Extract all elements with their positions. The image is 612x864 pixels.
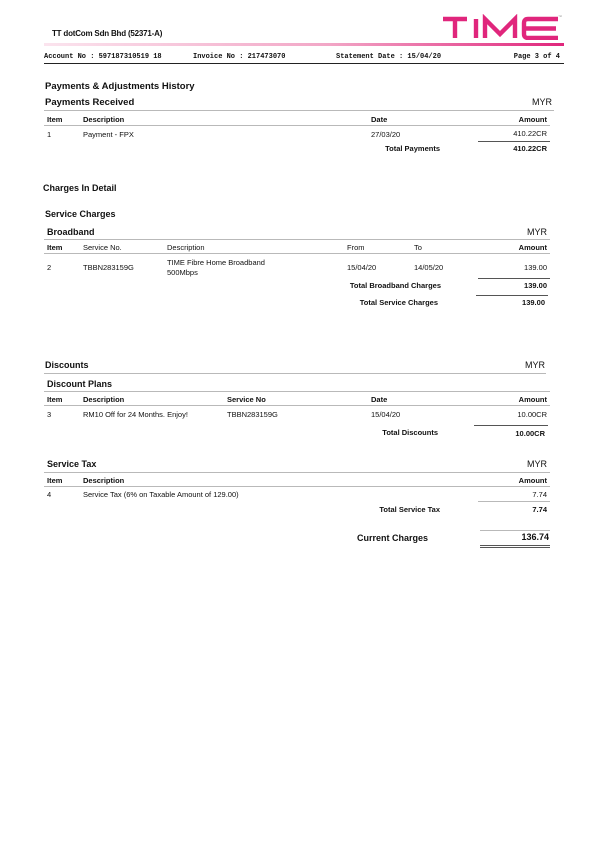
payments-header-amount: Amount [518, 115, 547, 124]
discounts-divider [44, 373, 546, 374]
payment-row-date: 27/03/20 [371, 130, 401, 139]
payments-header-rule [44, 125, 550, 126]
broadband-row-amount: 139.00 [524, 263, 547, 272]
company-name: TT dotCom Sdn Bhd (52371-A) [52, 29, 163, 38]
current-charges-rule-2 [480, 547, 550, 548]
broadband-total-rule [478, 278, 550, 279]
tax-header-item: Item [47, 476, 63, 485]
tax-header-description: Description [83, 476, 125, 485]
charges-detail-title: Charges In Detail [43, 183, 117, 193]
discounts-total-rule [474, 425, 548, 426]
total-discounts-label: Total Discounts [382, 428, 438, 437]
discount-row-service-no: TBBN283159G [227, 410, 278, 419]
tax-row-item: 4 [47, 490, 52, 499]
tax-total-rule [478, 501, 550, 502]
tax-header-rule [44, 486, 550, 487]
discounts-header-item: Item [47, 395, 63, 404]
payments-divider [44, 110, 554, 111]
total-payments-value: 410.22CR [513, 144, 547, 153]
broadband-row-item: 2 [47, 263, 52, 272]
payments-header-item: Item [47, 115, 63, 124]
payments-section-title: Payments & Adjustments History [45, 81, 195, 92]
broadband-row-service-no: TBBN283159G [83, 263, 134, 272]
tax-row-description: Service Tax (6% on Taxable Amount of 129.00) [83, 490, 239, 499]
brand-line [44, 43, 564, 46]
discounts-header-service-no: Service No [227, 395, 266, 404]
header-rule [44, 63, 564, 64]
broadband-row-description-line2: 500Mbps [167, 268, 198, 277]
page-number: Page 3 of 4 [513, 53, 560, 61]
current-charges-top-rule [480, 530, 550, 531]
broadband-divider [44, 239, 550, 240]
service-charges-title: Service Charges [45, 209, 116, 219]
broadband-header-from: From [347, 243, 365, 252]
statement-date: Statement Date : 15/04/20 [336, 53, 442, 61]
broadband-header-rule [44, 253, 550, 254]
account-number: Account No : 597187310519 18 [44, 53, 162, 61]
discount-row-item: 3 [47, 410, 52, 419]
service-total-rule [476, 295, 548, 296]
current-charges-value: 136.74 [521, 532, 549, 542]
tax-header-amount: Amount [518, 476, 547, 485]
invoice-number: Invoice No : 217473070 [193, 53, 286, 61]
discount-row-date: 15/04/20 [371, 410, 401, 419]
discounts-header-description: Description [83, 395, 125, 404]
discounts-header-amount: Amount [518, 395, 547, 404]
total-service-label: Total Service Charges [359, 298, 438, 307]
tax-row-amount: 7.74 [532, 490, 547, 499]
discounts-header-rule [44, 405, 550, 406]
payments-header-description: Description [83, 115, 125, 124]
service-tax-currency: MYR [527, 459, 547, 469]
discount-row-description: RM10 Off for 24 Months. Enjoy! [83, 410, 188, 419]
payment-row-item: 1 [47, 130, 52, 139]
broadband-row-description-line1: TIME Fibre Home Broadband [167, 258, 265, 267]
broadband-subtitle: Broadband [47, 227, 95, 237]
total-service-tax-value: 7.74 [532, 505, 547, 514]
discounts-currency: MYR [525, 360, 545, 370]
discounts-title: Discounts [45, 360, 89, 370]
total-discounts-value: 10.00CR [515, 429, 545, 438]
service-tax-title: Service Tax [47, 459, 97, 469]
payments-total-rule [478, 141, 550, 142]
broadband-header-amount: Amount [518, 243, 547, 252]
broadband-row-from: 15/04/20 [347, 263, 377, 272]
total-payments-label: Total Payments [385, 144, 440, 153]
broadband-header-description: Description [167, 243, 205, 252]
discounts-header-date: Date [371, 395, 388, 404]
broadband-header-to: To [414, 243, 422, 252]
broadband-header-service-no: Service No. [83, 243, 122, 252]
broadband-currency: MYR [527, 227, 547, 237]
total-service-tax-label: Total Service Tax [379, 505, 440, 514]
current-charges-label: Current Charges [357, 533, 429, 543]
discount-row-amount: 10.00CR [517, 410, 547, 419]
total-broadband-value: 139.00 [524, 281, 547, 290]
service-tax-divider [44, 472, 550, 473]
total-broadband-label: Total Broadband Charges [349, 281, 441, 290]
total-service-value: 139.00 [522, 298, 545, 307]
discount-plans-subtitle: Discount Plans [47, 379, 113, 389]
current-charges-rule-1 [480, 545, 550, 546]
payment-row-description: Payment - FPX [83, 130, 134, 139]
payments-currency: MYR [532, 97, 552, 107]
trademark-mark: ™ [558, 14, 562, 19]
discount-plans-rule [44, 391, 550, 392]
broadband-header-item: Item [47, 243, 63, 252]
broadband-row-to: 14/05/20 [414, 263, 444, 272]
payments-header-date: Date [371, 115, 388, 124]
payment-row-amount: 410.22CR [513, 129, 547, 138]
time-logo [440, 14, 562, 40]
payments-subtitle: Payments Received [45, 97, 135, 108]
